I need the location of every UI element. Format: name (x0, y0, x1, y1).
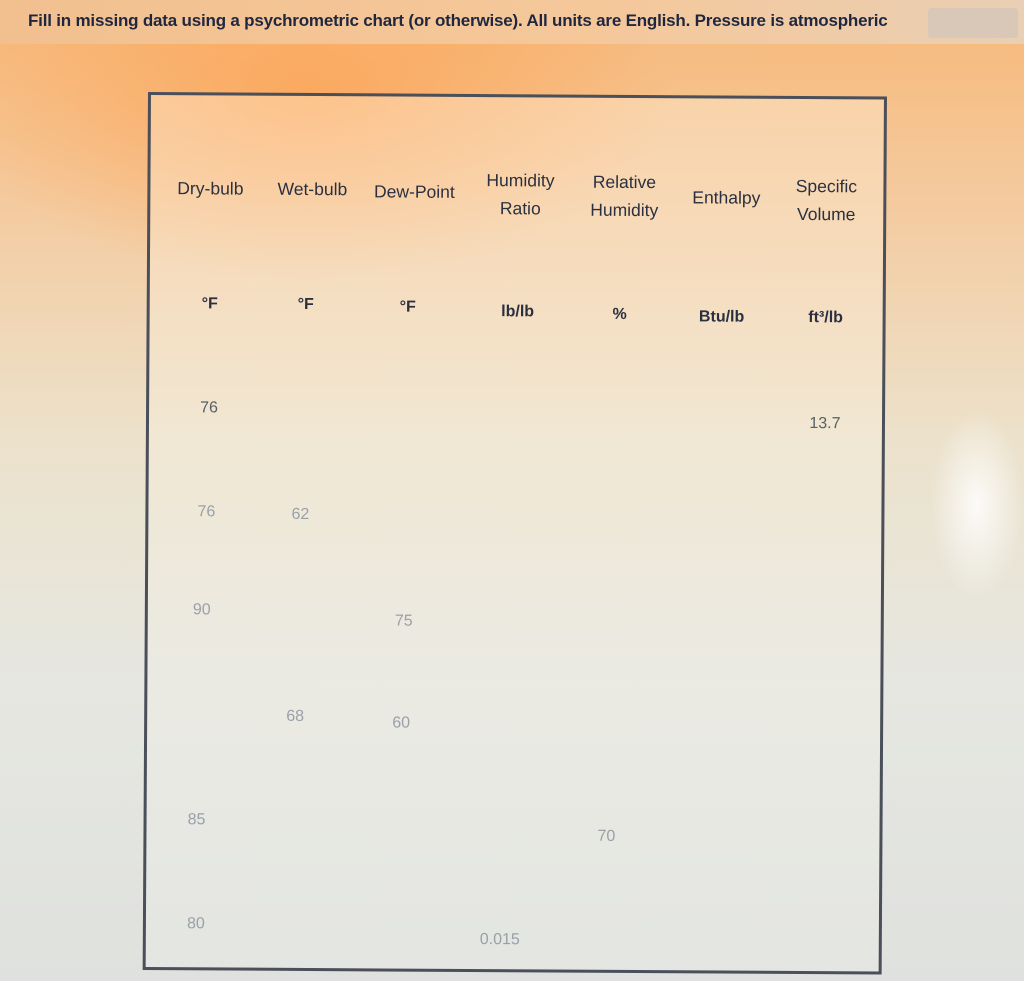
header-relative-humidity: Relative Humidity (590, 171, 659, 221)
unit-specific-volume: ft³/lb (808, 309, 844, 327)
header-humidity-ratio: Humidity Ratio (486, 170, 555, 219)
table-cell[interactable]: 76 (197, 503, 216, 521)
header-specific-volume: Specific Volume (795, 175, 858, 225)
light-glare (930, 410, 1024, 600)
table-cell[interactable]: 70 (597, 827, 616, 845)
psychrometric-table (143, 92, 887, 974)
unit-wet-bulb: °F (297, 295, 314, 314)
table-cell[interactable]: 62 (291, 505, 310, 523)
unit-dew-point: °F (399, 298, 416, 316)
table-cell[interactable]: 60 (392, 714, 411, 732)
unit-relative-humidity: % (612, 305, 627, 323)
unit-humidity-ratio: lb/lb (501, 303, 535, 321)
header-wet-bulb: Wet-bulb (277, 178, 348, 200)
header-dew-point: Dew-Point (373, 181, 455, 202)
table-cell[interactable]: 85 (187, 811, 206, 829)
table-cell[interactable]: 68 (286, 707, 305, 725)
unit-enthalpy: Btu/lb (698, 308, 745, 326)
instruction-bar (0, 0, 1024, 44)
table-cell[interactable]: 13.7 (809, 415, 841, 433)
instruction-text: Fill in missing data using a psychrometric chart (or otherwise). All units are English. Pressure is atmospheric (28, 11, 888, 30)
table-cell[interactable]: 75 (394, 612, 413, 630)
unit-dry-bulb: °F (201, 295, 218, 313)
table-cell[interactable]: 80 (186, 915, 205, 933)
header-enthalpy: Enthalpy (692, 187, 761, 208)
table-cell[interactable]: 76 (200, 399, 219, 417)
table-cell[interactable]: 0.015 (479, 931, 520, 949)
header-dry-bulb: Dry-bulb (177, 178, 244, 199)
table-cell[interactable]: 90 (192, 601, 211, 619)
redacted-area (928, 8, 1018, 38)
